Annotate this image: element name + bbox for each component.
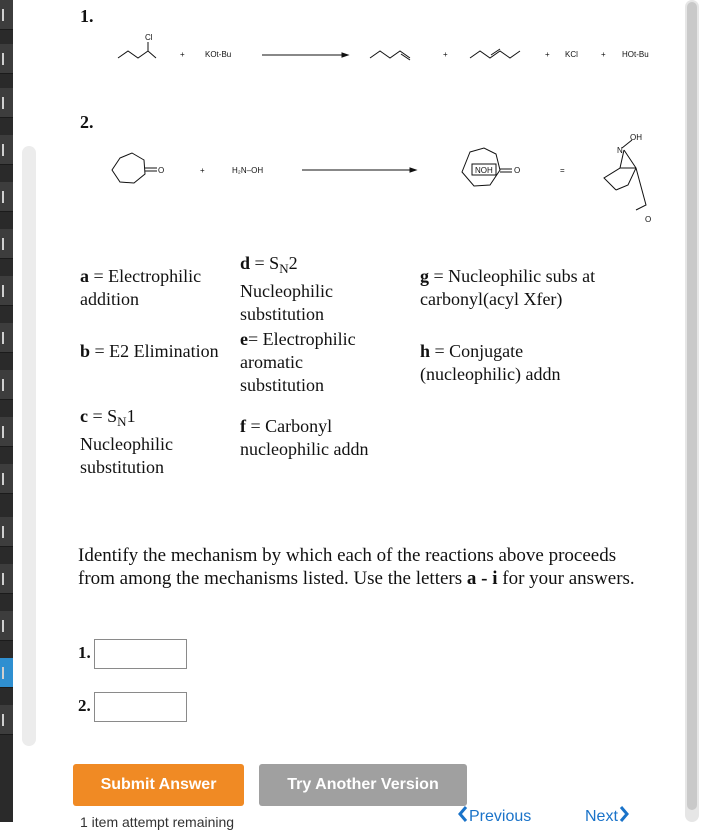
next-label: Next — [585, 808, 618, 825]
mechanism-d — [240, 252, 390, 326]
mechanism-d-post: 2 — [288, 253, 298, 273]
answer-2-input[interactable] — [94, 692, 187, 722]
mechanism-e — [240, 328, 390, 397]
rail-item-13[interactable] — [0, 564, 13, 594]
reaction-schemes — [0, 0, 701, 240]
attempts-remaining: 1 item attempt remaining — [80, 814, 235, 830]
reactant-1-skeleton — [118, 51, 156, 58]
rail-item-16[interactable] — [0, 705, 13, 735]
mechanism-g — [420, 265, 640, 311]
mechanism-f-text: = Carbonyl nucleophilic addn — [240, 416, 369, 459]
plus-sign: + — [200, 166, 205, 175]
mechanism-h-key: h — [420, 341, 431, 361]
mechanism-h-text: = Conjugate (nucleophilic) addn — [420, 341, 561, 384]
reactant-2-ring — [112, 153, 145, 183]
mechanism-d-pre: = S — [250, 253, 280, 273]
rail-item-14[interactable] — [0, 611, 13, 641]
mechanism-f — [240, 415, 405, 461]
rail-item-7[interactable] — [0, 276, 13, 306]
mechanism-d-key: d — [240, 253, 251, 273]
plus-sign: + — [443, 50, 448, 59]
rail-item-10[interactable] — [0, 417, 13, 447]
plus-sign: + — [545, 50, 550, 59]
instructions-range: a - i — [466, 568, 498, 589]
reaction-1 — [118, 42, 520, 60]
reaction-2 — [112, 140, 646, 210]
reagent-1-label: KOt-Bu — [205, 50, 232, 59]
mechanism-a-key: a — [80, 266, 89, 286]
rail-item-8[interactable] — [0, 323, 13, 353]
mechanism-f-key: f — [240, 416, 246, 436]
rail-item-15-active[interactable] — [0, 658, 13, 688]
mechanism-e-key: e — [240, 329, 248, 349]
chloro-label: Cl — [145, 33, 153, 42]
intermediate-noh: NOH — [475, 166, 493, 175]
mechanism-d-sub: N — [279, 261, 289, 276]
answer-2-label: 2. — [78, 696, 91, 715]
product-oxygen: O — [645, 215, 652, 224]
plus-sign: + — [180, 50, 185, 59]
instructions-tail: for your answers. — [497, 568, 635, 589]
mechanism-g-text: = Nucleophilic subs at carbonyl(acyl Xfer) — [420, 266, 596, 309]
mechanism-d-text: Nucleophilic substitution — [240, 281, 333, 324]
equals-sign: = — [560, 166, 565, 175]
mechanism-b-text: = E2 Elimination — [90, 341, 219, 361]
chevron-left-icon — [457, 805, 469, 823]
byproduct-kcl: KCl — [565, 50, 578, 59]
chevron-right-icon — [618, 805, 630, 823]
mechanism-g-key: g — [420, 266, 429, 286]
mechanism-h — [420, 340, 620, 386]
product-skeleton — [604, 150, 624, 190]
mechanism-a-text: = Electrophilic addition — [80, 266, 202, 309]
mechanism-c-post: 1 — [126, 406, 136, 426]
product-1-alkene — [370, 51, 410, 58]
intermediate-oxygen: O — [514, 166, 521, 175]
previous-label: Previous — [469, 808, 532, 825]
instructions-text: Identify the mechanism by which each of the reactions above proceeds from among the mechanisms listed. Use the letters — [78, 545, 617, 589]
next-link[interactable] — [585, 803, 630, 826]
reactant-2-oxygen: O — [158, 166, 165, 175]
mechanism-c — [80, 405, 230, 479]
mechanism-c-key: c — [80, 406, 88, 426]
mechanism-b-key: b — [80, 341, 91, 361]
answer-1-input[interactable] — [94, 639, 187, 669]
mechanism-c-sub: N — [117, 414, 127, 429]
plus-sign: + — [601, 50, 606, 59]
mechanism-c-text: Nucleophilic substitution — [80, 434, 173, 477]
mechanism-e-text: = Electrophilic aromatic substitution — [240, 329, 356, 395]
question-1-number: 1. — [80, 6, 94, 26]
mechanism-b — [80, 340, 230, 363]
previous-link[interactable] — [457, 803, 531, 826]
answer-1-label: 1. — [78, 643, 91, 662]
product-hydroxyl: OH — [630, 133, 642, 142]
question-2-number: 2. — [80, 112, 94, 132]
mechanism-a — [80, 265, 230, 311]
reagent-2-label: H₂N–OH — [232, 166, 264, 175]
try-another-version-button[interactable]: Try Another Version — [259, 764, 467, 806]
product-nitrogen: N — [617, 146, 623, 155]
rail-item-11[interactable] — [0, 464, 13, 494]
instructions — [78, 544, 638, 590]
rail-item-12[interactable] — [0, 517, 13, 547]
byproduct-hotbu: HOt-Bu — [622, 50, 649, 59]
mechanism-c-pre: = S — [88, 406, 118, 426]
submit-answer-button[interactable]: Submit Answer — [73, 764, 244, 806]
rail-item-9[interactable] — [0, 370, 13, 400]
